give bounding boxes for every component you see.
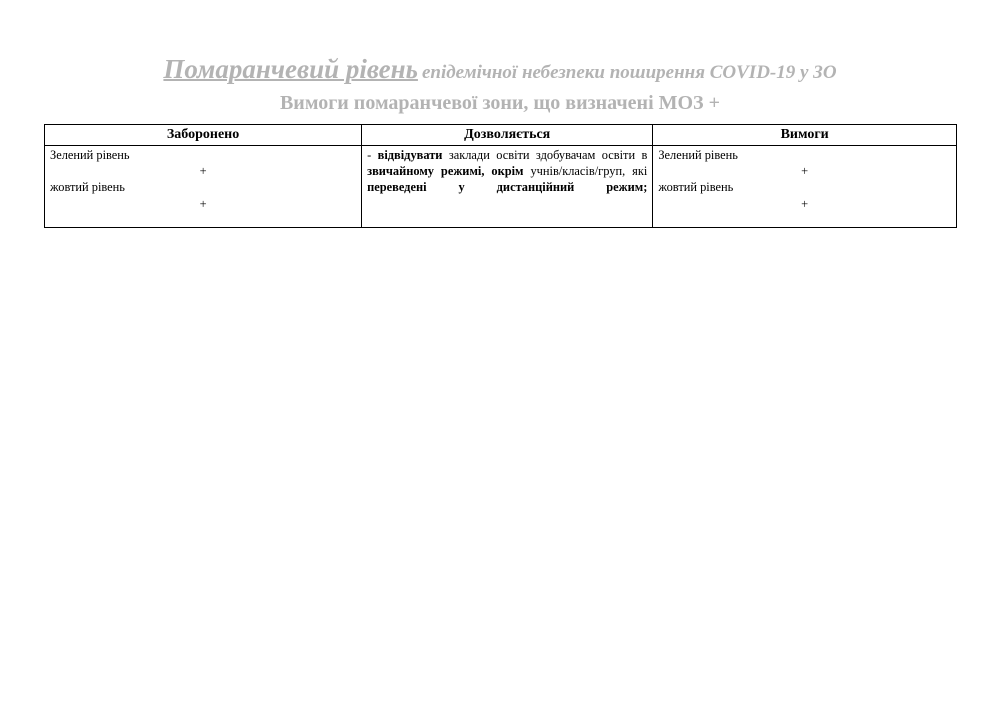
page-title: Помаранчевий рівень xyxy=(163,54,418,84)
allowed-bold-remote: переведені у дистанційний режим; xyxy=(367,180,648,195)
requirements-plus-green: + xyxy=(801,164,809,179)
forbidden-plus-green: + xyxy=(199,164,207,179)
requirements-cell xyxy=(653,146,957,228)
table-row xyxy=(45,146,957,228)
document-header xyxy=(0,52,1000,115)
table-header-row xyxy=(45,125,957,146)
column-header-requirements: Вимоги xyxy=(653,125,957,146)
allowed-text xyxy=(367,147,647,196)
forbidden-cell xyxy=(45,146,362,228)
forbidden-plus-yellow: + xyxy=(199,196,207,211)
column-header-forbidden: Заборонено xyxy=(45,125,362,146)
requirements-level-yellow: жовтий рівень xyxy=(658,180,734,195)
allowed-bold-visit: відвідувати xyxy=(377,148,443,162)
allowed-cell xyxy=(362,146,653,228)
allowed-text-1: заклади освіти здобувачам освіти в xyxy=(448,148,648,162)
requirements-level-green: Зелений рівень xyxy=(658,148,738,162)
title-line xyxy=(0,52,1000,91)
forbidden-level-green: Зелений рівень xyxy=(50,148,130,162)
allowed-bold-mode: звичайному режимі, окрім xyxy=(367,164,524,179)
column-header-allowed: Дозволяється xyxy=(362,125,653,146)
requirements-plus-yellow: + xyxy=(801,196,809,211)
title-description: епідемічної небезпеки поширення COVID-19 у ЗО xyxy=(421,62,837,83)
allowed-dash: - xyxy=(367,148,372,162)
allowed-text-2: учнів/класів/груп, які xyxy=(530,164,648,179)
page-subtitle: Вимоги помаранчевої зони, що визначені МОЗ + xyxy=(279,92,721,114)
forbidden-level-yellow: жовтий рівень xyxy=(50,180,125,195)
rules-table xyxy=(44,124,957,228)
